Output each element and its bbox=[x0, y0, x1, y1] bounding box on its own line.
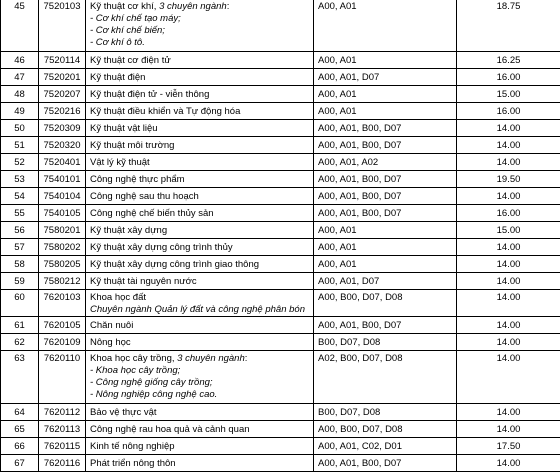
major-code: 7540101 bbox=[39, 171, 86, 188]
major-name-lead bbox=[90, 140, 309, 152]
table-row bbox=[1, 334, 560, 351]
major-name bbox=[86, 154, 314, 171]
major-code: 7620115 bbox=[39, 438, 86, 455]
subject-combinations: A00, A01, A02 bbox=[314, 154, 457, 171]
major-name bbox=[86, 188, 314, 205]
specialization-item: - Cơ khí chế biến; bbox=[90, 25, 309, 37]
subject-combinations: B00, D07, D08 bbox=[314, 404, 457, 421]
major-name-lead bbox=[90, 191, 309, 203]
table-row bbox=[1, 205, 560, 222]
table-row bbox=[1, 171, 560, 188]
benchmark-score: 14.00 bbox=[457, 317, 560, 334]
table-row bbox=[1, 239, 560, 256]
benchmark-score: 17.50 bbox=[457, 438, 560, 455]
major-code: 7520320 bbox=[39, 137, 86, 154]
table-row bbox=[1, 421, 560, 438]
major-code: 7620110 bbox=[39, 351, 86, 404]
row-number: 57 bbox=[1, 239, 39, 256]
major-code: 7520207 bbox=[39, 86, 86, 103]
table-body bbox=[1, 0, 560, 472]
major-code: 7520401 bbox=[39, 154, 86, 171]
major-code: 7580202 bbox=[39, 239, 86, 256]
major-name-text: Công nghệ chế biến thủy sản bbox=[90, 208, 214, 219]
row-number: 50 bbox=[1, 120, 39, 137]
subject-combinations: A00, A01, C02, D01 bbox=[314, 438, 457, 455]
major-code: 7620109 bbox=[39, 334, 86, 351]
major-name-lead bbox=[90, 407, 309, 419]
row-number: 45 bbox=[1, 0, 39, 52]
specialization-item: - Cơ khí ô tô. bbox=[90, 37, 309, 49]
major-name bbox=[86, 351, 314, 404]
row-number: 67 bbox=[1, 455, 39, 472]
subject-combinations: A00, A01 bbox=[314, 256, 457, 273]
major-name bbox=[86, 317, 314, 334]
table-row bbox=[1, 137, 560, 154]
major-name-lead bbox=[90, 225, 309, 237]
major-name bbox=[86, 120, 314, 137]
subject-combinations: A00, A01 bbox=[314, 0, 457, 52]
table-row bbox=[1, 438, 560, 455]
major-name-text: Kỹ thuật xây dựng công trình giao thông bbox=[90, 259, 259, 270]
benchmark-score: 18.75 bbox=[457, 0, 560, 52]
row-number: 51 bbox=[1, 137, 39, 154]
major-code: 7520103 bbox=[39, 0, 86, 52]
subject-combinations: A00, A01 bbox=[314, 52, 457, 69]
major-name-lead bbox=[90, 55, 309, 67]
benchmark-score: 14.00 bbox=[457, 290, 560, 317]
table-row bbox=[1, 154, 560, 171]
specialization-count: 3 chuyên ngành bbox=[177, 353, 245, 364]
major-code: 7620116 bbox=[39, 455, 86, 472]
major-name-text: Công nghệ rau hoa quả và cảnh quan bbox=[90, 424, 250, 435]
major-code: 7520309 bbox=[39, 120, 86, 137]
benchmark-score: 14.00 bbox=[457, 154, 560, 171]
major-name-lead bbox=[90, 441, 309, 453]
major-name-text: Kinh tế nông nghiệp bbox=[90, 441, 175, 452]
major-name-text: Kỹ thuật xây dựng công trình thủy bbox=[90, 242, 233, 253]
major-name-tail: : bbox=[245, 353, 248, 364]
major-name-lead bbox=[90, 292, 309, 304]
major-name-text: Nông học bbox=[90, 337, 131, 348]
major-name bbox=[86, 222, 314, 239]
row-number: 62 bbox=[1, 334, 39, 351]
major-name bbox=[86, 86, 314, 103]
subject-combinations: A00, A01 bbox=[314, 222, 457, 239]
major-code: 7520201 bbox=[39, 69, 86, 86]
major-code: 7580201 bbox=[39, 222, 86, 239]
table-row bbox=[1, 256, 560, 273]
table-row bbox=[1, 404, 560, 421]
row-number: 66 bbox=[1, 438, 39, 455]
major-name-text: Kỹ thuật điện tử - viễn thông bbox=[90, 89, 209, 100]
subject-combinations: A00, A01, B00, D07 bbox=[314, 455, 457, 472]
benchmark-score: 14.00 bbox=[457, 137, 560, 154]
benchmark-score: 14.00 bbox=[457, 256, 560, 273]
subject-combinations: A00, A01, D07 bbox=[314, 69, 457, 86]
subject-combinations: A00, A01 bbox=[314, 103, 457, 120]
table-row bbox=[1, 351, 560, 404]
benchmark-score: 14.00 bbox=[457, 421, 560, 438]
major-name-lead bbox=[90, 320, 309, 332]
benchmark-score: 15.00 bbox=[457, 86, 560, 103]
major-name bbox=[86, 334, 314, 351]
major-name-text: Kỹ thuật xây dựng bbox=[90, 225, 167, 236]
subject-combinations: A00, A01 bbox=[314, 239, 457, 256]
subject-combinations: B00, D07, D08 bbox=[314, 334, 457, 351]
major-name-text: Kỹ thuật cơ điện tử bbox=[90, 55, 171, 66]
major-name bbox=[86, 137, 314, 154]
subject-combinations: A00, B00, D07, D08 bbox=[314, 290, 457, 317]
row-number: 58 bbox=[1, 256, 39, 273]
major-name bbox=[86, 171, 314, 188]
benchmark-score: 16.00 bbox=[457, 69, 560, 86]
major-name-text: Kỹ thuật vật liệu bbox=[90, 123, 158, 134]
benchmark-score: 14.00 bbox=[457, 404, 560, 421]
major-code: 7520216 bbox=[39, 103, 86, 120]
row-number: 52 bbox=[1, 154, 39, 171]
major-name-text: Kỹ thuật điện bbox=[90, 72, 145, 83]
subject-combinations: A02, B00, D07, D08 bbox=[314, 351, 457, 404]
benchmark-score: 14.00 bbox=[457, 120, 560, 137]
row-number: 54 bbox=[1, 188, 39, 205]
subject-combinations: A00, A01, B00, D07 bbox=[314, 137, 457, 154]
table-row bbox=[1, 120, 560, 137]
subject-combinations: A00, A01, B00, D07 bbox=[314, 120, 457, 137]
subject-combinations: A00, A01, B00, D07 bbox=[314, 171, 457, 188]
major-name bbox=[86, 438, 314, 455]
major-name-lead bbox=[90, 259, 309, 271]
benchmark-score: 15.00 bbox=[457, 222, 560, 239]
major-code: 7520114 bbox=[39, 52, 86, 69]
benchmark-score: 16.25 bbox=[457, 52, 560, 69]
major-code: 7540105 bbox=[39, 205, 86, 222]
subject-combinations: A00, B00, D07, D08 bbox=[314, 421, 457, 438]
major-code: 7620105 bbox=[39, 317, 86, 334]
major-name-text: Công nghệ sau thu hoạch bbox=[90, 191, 199, 202]
subject-combinations: A00, A01, B00, D07 bbox=[314, 205, 457, 222]
major-name-text: Kỹ thuật điều khiển và Tự động hóa bbox=[90, 106, 240, 117]
row-number: 61 bbox=[1, 317, 39, 334]
major-name-tail: : bbox=[227, 1, 230, 12]
major-name-lead bbox=[90, 276, 309, 288]
table-row bbox=[1, 222, 560, 239]
major-name bbox=[86, 239, 314, 256]
major-code: 7620113 bbox=[39, 421, 86, 438]
major-name bbox=[86, 404, 314, 421]
benchmark-score: 14.00 bbox=[457, 239, 560, 256]
major-name bbox=[86, 455, 314, 472]
major-name-text: Khoa học cây trồng, bbox=[90, 353, 177, 364]
major-name-lead bbox=[90, 106, 309, 118]
major-name-text: Khoa học đất bbox=[90, 292, 146, 303]
major-name-text: Bảo vệ thực vật bbox=[90, 407, 157, 418]
major-name-lead bbox=[90, 1, 309, 13]
benchmark-score: 14.00 bbox=[457, 188, 560, 205]
major-name bbox=[86, 273, 314, 290]
major-name-lead bbox=[90, 72, 309, 84]
table-row bbox=[1, 52, 560, 69]
major-name-text: Kỹ thuật tài nguyên nước bbox=[90, 276, 197, 287]
major-code: 7620103 bbox=[39, 290, 86, 317]
major-name-lead bbox=[90, 424, 309, 436]
specialization-item: - Nông nghiệp công nghệ cao. bbox=[90, 389, 309, 401]
major-name bbox=[86, 0, 314, 52]
benchmark-score: 16.00 bbox=[457, 103, 560, 120]
table-row bbox=[1, 103, 560, 120]
row-number: 59 bbox=[1, 273, 39, 290]
major-name-text: Phát triển nông thôn bbox=[90, 458, 176, 469]
major-name-text: Kỹ thuật cơ khí, bbox=[90, 1, 159, 12]
major-code: 7580212 bbox=[39, 273, 86, 290]
major-name-lead bbox=[90, 242, 309, 254]
benchmark-score: 16.00 bbox=[457, 205, 560, 222]
major-name-lead bbox=[90, 337, 309, 349]
major-name bbox=[86, 69, 314, 86]
benchmark-score: 14.00 bbox=[457, 273, 560, 290]
subject-combinations: A00, A01 bbox=[314, 86, 457, 103]
specialization-item: - Công nghệ giống cây trồng; bbox=[90, 377, 309, 389]
major-name bbox=[86, 205, 314, 222]
table-row bbox=[1, 188, 560, 205]
major-name bbox=[86, 103, 314, 120]
benchmark-score: 19.50 bbox=[457, 171, 560, 188]
major-code: 7540104 bbox=[39, 188, 86, 205]
major-name bbox=[86, 290, 314, 317]
row-number: 49 bbox=[1, 103, 39, 120]
table-row bbox=[1, 317, 560, 334]
row-number: 46 bbox=[1, 52, 39, 69]
table-row bbox=[1, 0, 560, 52]
row-number: 48 bbox=[1, 86, 39, 103]
specialization-count: 3 chuyên ngành bbox=[159, 1, 227, 12]
major-code: 7620112 bbox=[39, 404, 86, 421]
subject-combinations: A00, A01, D07 bbox=[314, 273, 457, 290]
row-number: 53 bbox=[1, 171, 39, 188]
subject-combinations: A00, A01, B00, D07 bbox=[314, 317, 457, 334]
major-name-lead bbox=[90, 123, 309, 135]
row-number: 64 bbox=[1, 404, 39, 421]
benchmark-score: 14.00 bbox=[457, 334, 560, 351]
row-number: 56 bbox=[1, 222, 39, 239]
major-name-lead bbox=[90, 174, 309, 186]
major-name-lead bbox=[90, 353, 309, 365]
major-name-lead bbox=[90, 458, 309, 470]
row-number: 55 bbox=[1, 205, 39, 222]
subject-combinations: A00, A01, B00, D07 bbox=[314, 188, 457, 205]
major-name-text: Vật lý kỹ thuật bbox=[90, 157, 150, 168]
table-row bbox=[1, 69, 560, 86]
row-number: 47 bbox=[1, 69, 39, 86]
row-number: 65 bbox=[1, 421, 39, 438]
row-number: 63 bbox=[1, 351, 39, 404]
major-name-lead bbox=[90, 208, 309, 220]
specialization-item: - Khoa học cây trồng; bbox=[90, 365, 309, 377]
major-name bbox=[86, 52, 314, 69]
table-row bbox=[1, 455, 560, 472]
major-name bbox=[86, 421, 314, 438]
major-name-lead bbox=[90, 157, 309, 169]
major-code: 7580205 bbox=[39, 256, 86, 273]
row-number: 60 bbox=[1, 290, 39, 317]
benchmark-score: 14.00 bbox=[457, 351, 560, 404]
specialization-note: Chuyên ngành Quản lý đất và công nghệ phân bón bbox=[90, 304, 309, 316]
table-row bbox=[1, 273, 560, 290]
major-name-text: Chăn nuôi bbox=[90, 320, 133, 331]
table-row bbox=[1, 290, 560, 317]
specialization-item: - Cơ khí chế tạo máy; bbox=[90, 13, 309, 25]
benchmark-score: 14.00 bbox=[457, 455, 560, 472]
major-name-lead bbox=[90, 89, 309, 101]
major-name-text: Công nghệ thực phẩm bbox=[90, 174, 185, 185]
major-name bbox=[86, 256, 314, 273]
major-name-text: Kỹ thuật môi trường bbox=[90, 140, 174, 151]
table-row bbox=[1, 86, 560, 103]
